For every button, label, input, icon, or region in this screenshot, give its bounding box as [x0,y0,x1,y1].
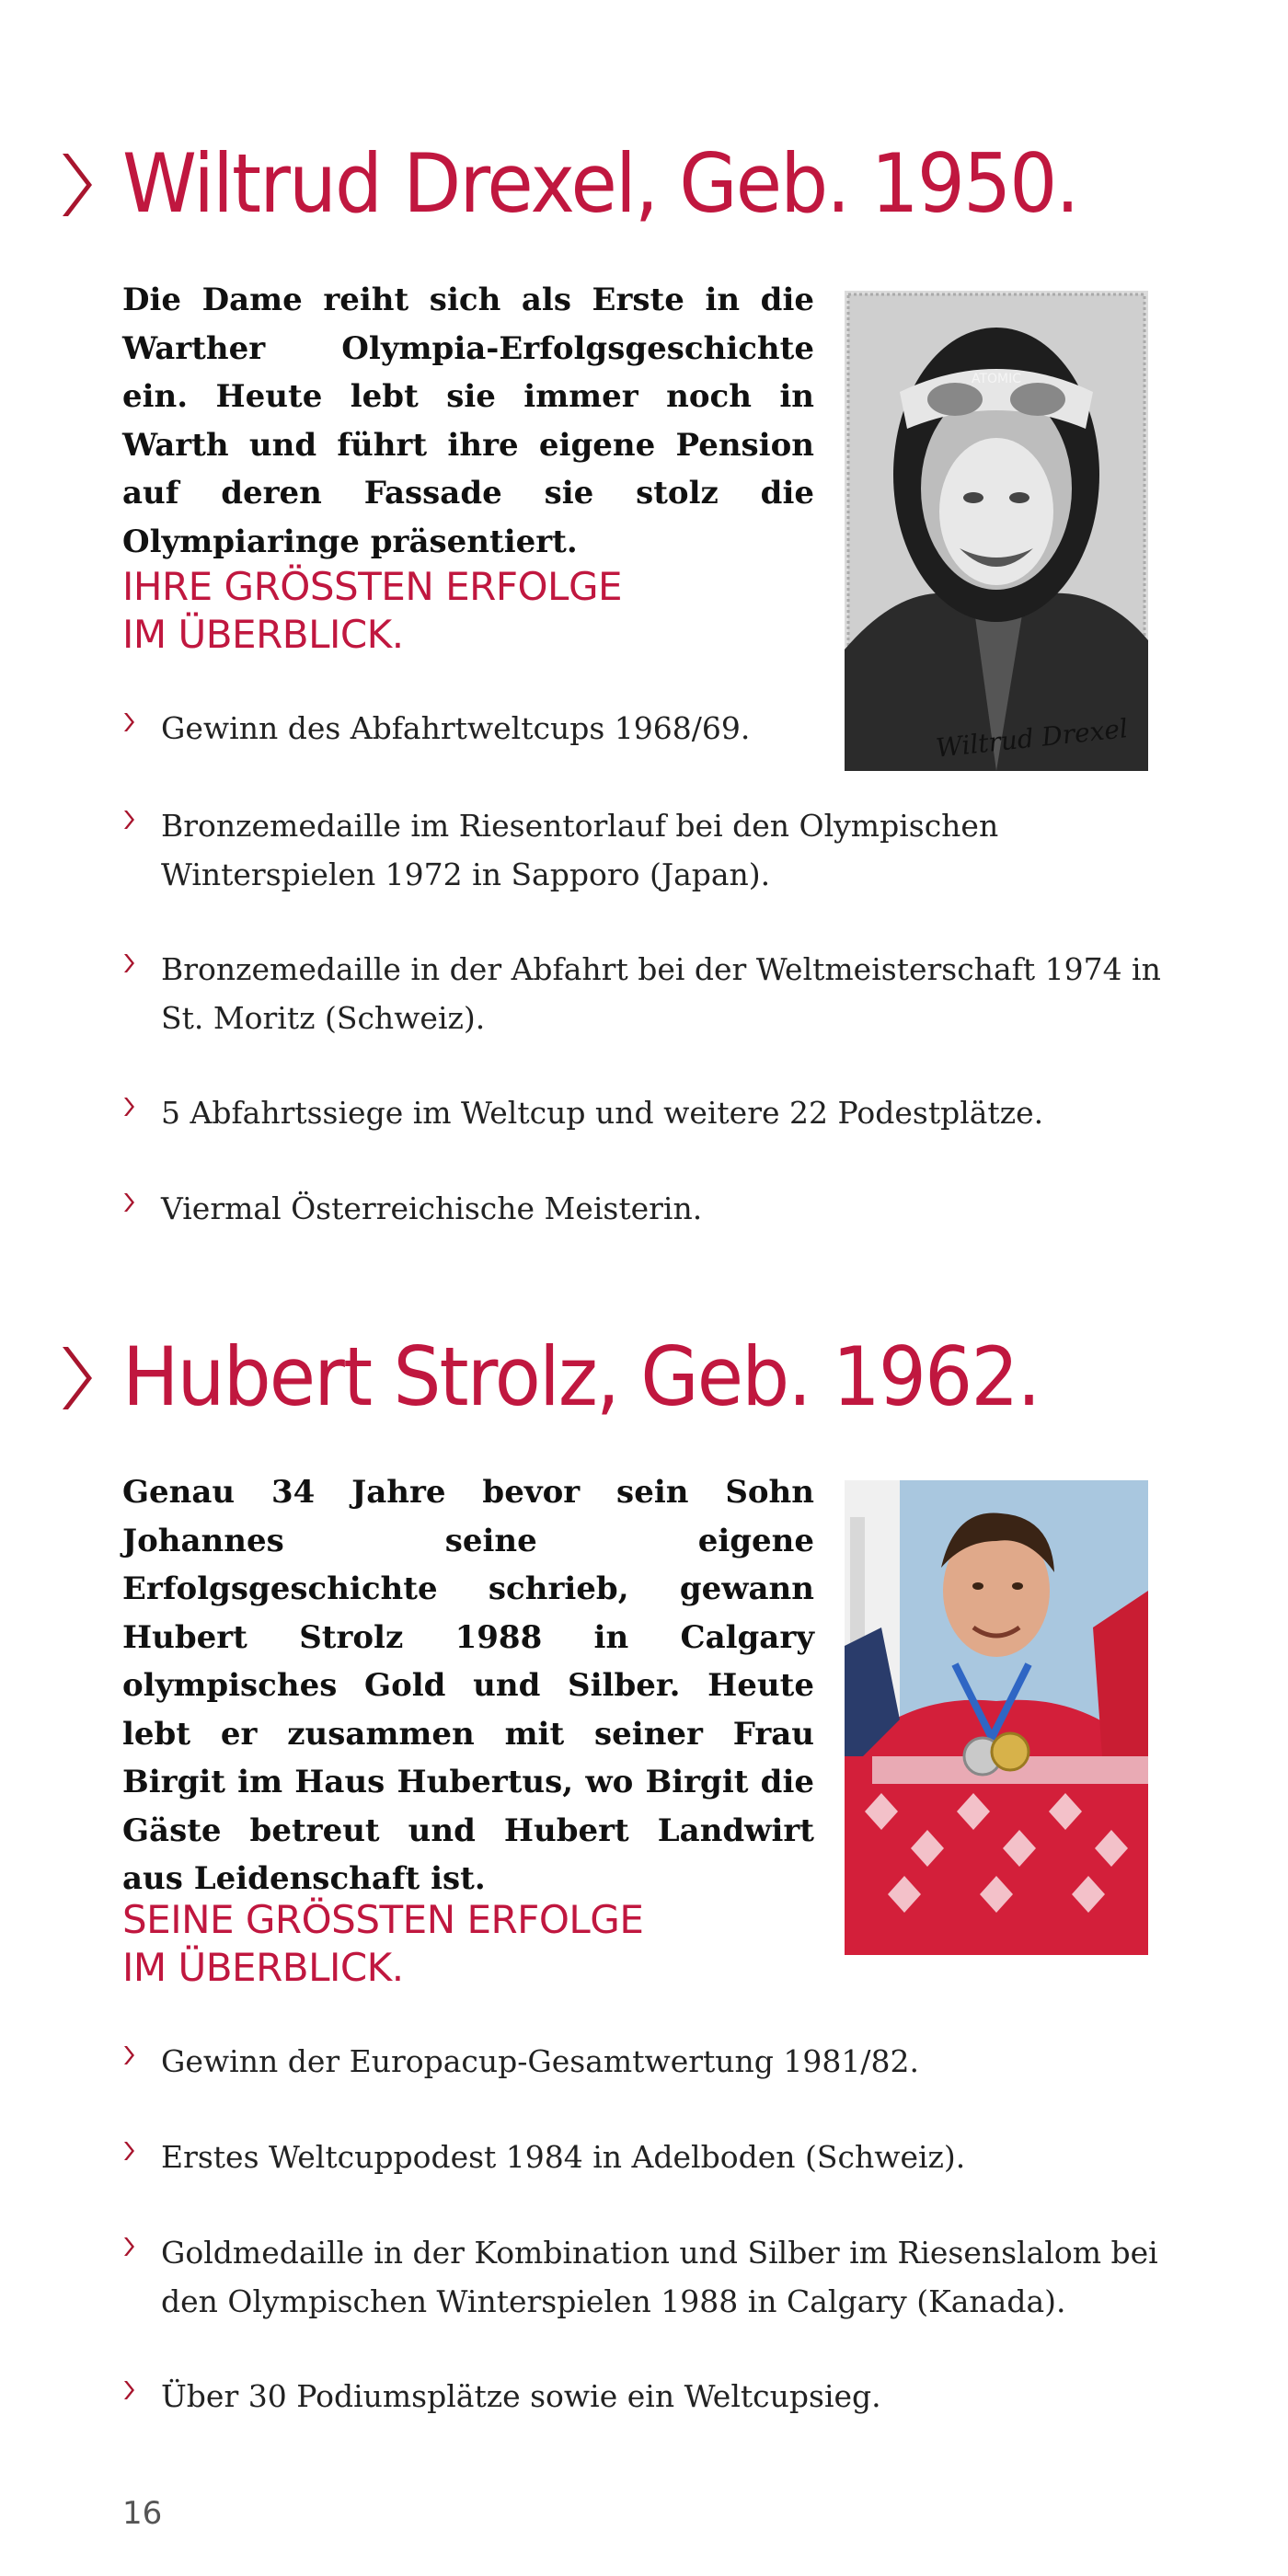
achievement-item: 5 Abfahrtssiege im Weltcup und weitere 22 Podestplätze. [122,1089,1043,1138]
chevron-right-icon [122,807,135,833]
section-title: Hubert Strolz, Geb. 1962. [122,1329,1040,1424]
chevron-right-icon [59,152,92,218]
portrait-image [845,291,1148,771]
chevron-right-icon [122,1094,135,1120]
achievements-heading: IHRE GRÖSSTEN ERFOLGE IM ÜBERBLICK. [122,564,623,657]
portrait-photo-strolz [845,1480,1148,1955]
portrait-photo-drexel [845,291,1148,771]
achievement-item: Über 30 Podiumsplätze sowie ein Weltcupsieg. [122,2373,881,2421]
section-title: Wiltrud Drexel, Geb. 1950. [122,136,1078,231]
intro-text: Die Dame reiht sich als Erste in die Warther Olympia-Erfolgsgeschichte ein. Heute lebt sie immer noch in Warth und führt ihre eigene Pension auf deren Fassade sie stolz die Olympiaringe präsentiert. [122,282,814,560]
portrait-image [845,1480,1148,1955]
achievement-item: Bronzemedaille im Riesentorlauf bei den Olympischen Winterspielen 1972 in Sapporo (Japan). [122,802,1173,899]
achievement-item: Goldmedaille in der Kombination und Silber im Riesenslalom bei den Olympischen Winterspielen 1988 in Calgary (Kanada). [122,2229,1173,2326]
chevron-right-icon [122,1190,135,1215]
page-number: 16 [122,2495,163,2532]
chevron-right-icon [59,1345,92,1411]
chevron-right-icon [122,2377,135,2403]
signature: Wiltrud Drexel [934,713,1130,764]
chevron-right-icon [122,2042,135,2068]
helmet-text: ATOMIC [971,372,1022,386]
achievement-item: Bronzemedaille in der Abfahrt bei der Weltmeisterschaft 1974 in St. Moritz (Schweiz). [122,946,1173,1042]
intro-text: Genau 34 Jahre bevor sein Sohn Johannes seine eigene Erfolgsgeschichte schrieb, gewann Hubert Strolz 1988 in Calgary olympisches Gold und Silber. Heute lebt er zusammen mit seiner Frau Birgit im Haus Hubertus, wo Birgit die Gäste betreut und Hubert Landwirt aus Leidenschaft ist. [122,1474,814,1897]
achievements-heading: SEINE GRÖSSTEN ERFOLGE IM ÜBERBLICK. [122,1897,644,1990]
chevron-right-icon [122,709,135,735]
achievement-item: Gewinn des Abfahrtweltcups 1968/69. [122,705,750,753]
achievement-item: Gewinn der Europacup-Gesamtwertung 1981/82. [122,2038,919,2087]
chevron-right-icon [122,950,135,976]
chevron-right-icon [122,2138,135,2164]
chevron-right-icon [122,2234,135,2260]
achievement-item: Viermal Österreichische Meisterin. [122,1185,702,1234]
achievement-item: Erstes Weltcuppodest 1984 in Adelboden (Schweiz). [122,2133,965,2182]
